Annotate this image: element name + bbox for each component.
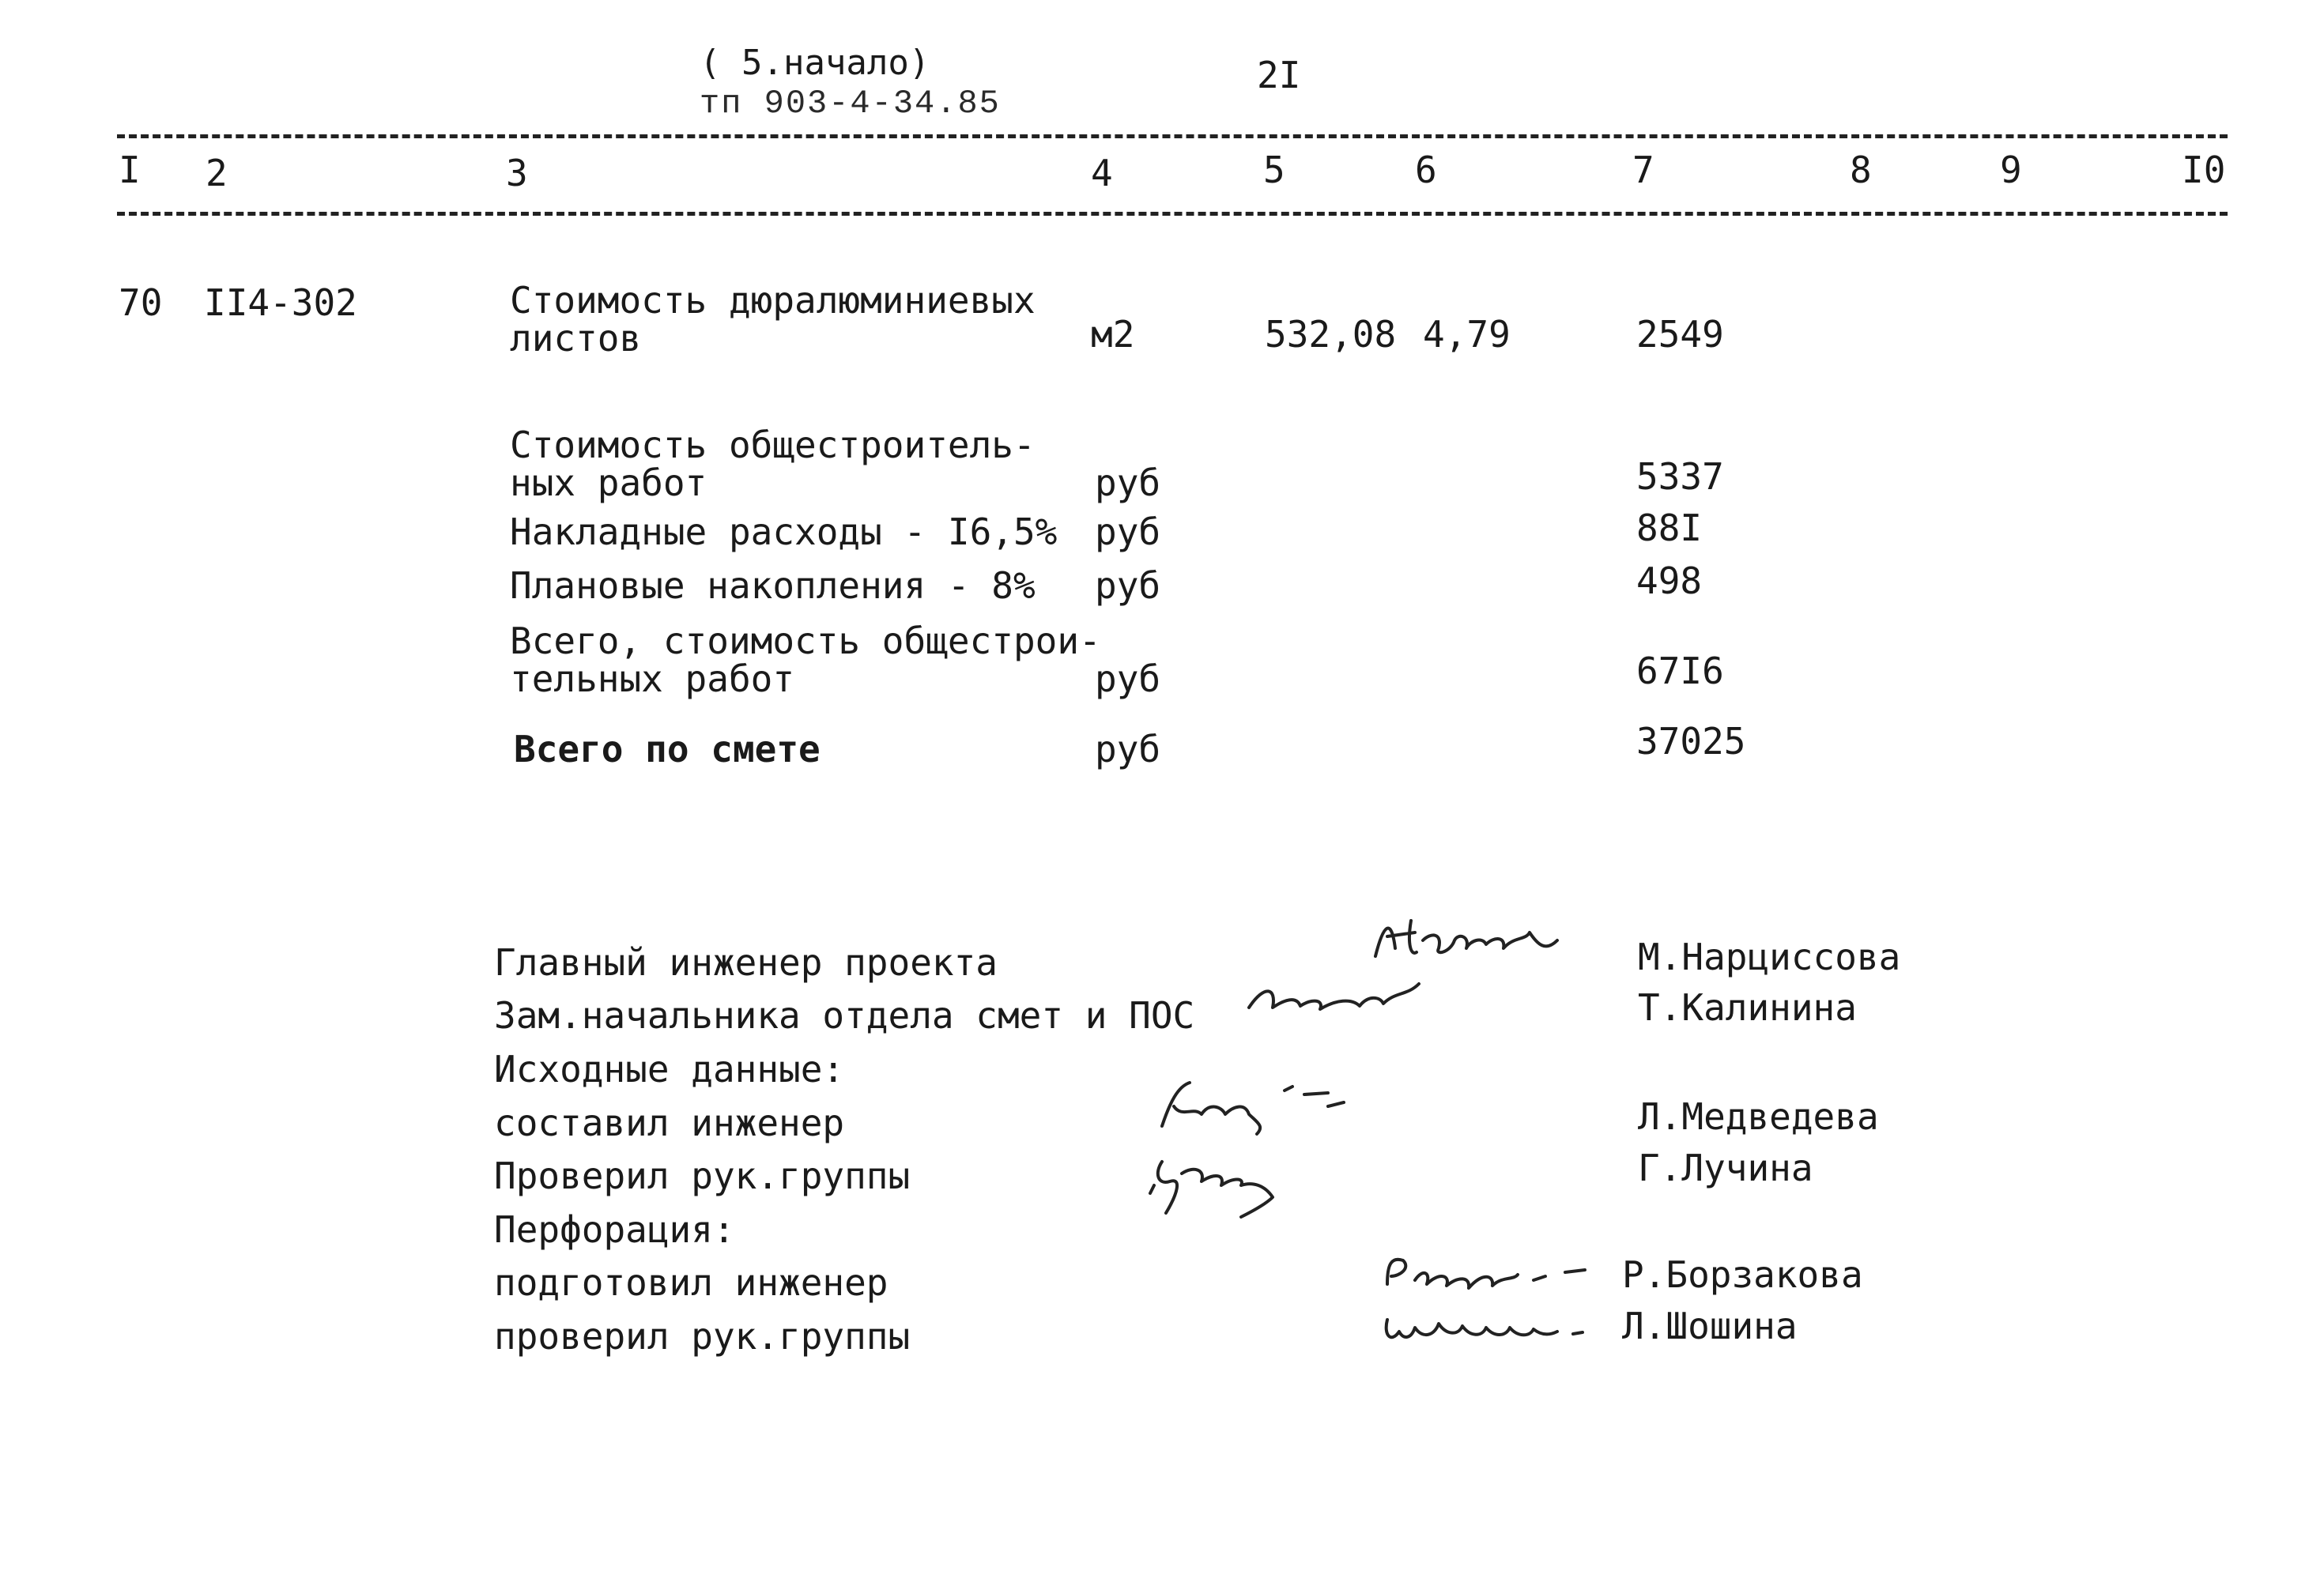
column-number: 2: [206, 152, 228, 194]
column-number: 6: [1415, 149, 1437, 191]
summary-unit: руб: [1095, 510, 1161, 553]
column-number: I0: [2182, 149, 2226, 191]
row-number: 70: [119, 281, 163, 324]
signer-role: Главный инженер проекта: [494, 941, 998, 984]
summary-label: Накладные расходы - I6,5%: [510, 510, 1058, 553]
handwritten-signature: [1375, 1296, 1613, 1351]
summary-unit: руб: [1095, 564, 1161, 607]
header-rule-bottom: [117, 212, 2228, 216]
handwritten-signature: [1368, 909, 1573, 980]
column-number: 5: [1263, 149, 1285, 191]
page-number: 2I: [1257, 54, 1301, 96]
column-number: 3: [506, 152, 528, 194]
signer-name: Т.Калинина: [1638, 986, 1857, 1029]
rate-code: II4-302: [204, 281, 357, 324]
column-number: I: [119, 149, 141, 191]
signer-name: М.Нарциссова: [1638, 936, 1901, 978]
handwritten-signature: [1138, 1138, 1344, 1225]
summary-label: Всего по смете: [514, 728, 821, 770]
summary-total: 5337: [1636, 455, 1724, 498]
row-quantity: 4,79: [1423, 313, 1511, 356]
row-unit: м2: [1091, 313, 1135, 356]
row-description: листов: [510, 317, 642, 360]
header-rule-top: [117, 134, 2228, 138]
column-number: 4: [1091, 152, 1113, 194]
summary-label: Плановые накопления - 8%: [510, 564, 1036, 607]
summary-unit: руб: [1095, 461, 1161, 504]
summary-label: ных работ: [510, 461, 707, 504]
signer-name: Г.Лучина: [1638, 1147, 1813, 1189]
handwritten-signature: [1375, 1245, 1613, 1300]
signer-role: Перфорация:: [494, 1208, 735, 1251]
summary-unit: руб: [1095, 728, 1161, 770]
signer-role: Исходные данные:: [494, 1048, 845, 1091]
column-number: 7: [1632, 149, 1654, 191]
row-description: Стоимость дюралюминиевых: [510, 279, 1036, 322]
summary-total: 67I6: [1636, 650, 1724, 692]
summary-unit: руб: [1095, 657, 1161, 700]
summary-total: 498: [1636, 559, 1703, 602]
signer-role: проверил рук.группы: [494, 1315, 911, 1358]
column-number: 9: [2000, 149, 2022, 191]
sheet-note: ( 5.начало): [700, 43, 930, 83]
summary-total: 37025: [1636, 720, 1746, 763]
signer-name: Л.Шошина: [1622, 1305, 1798, 1347]
summary-label: тельных работ: [510, 657, 795, 700]
handwritten-signature: [1146, 1071, 1375, 1142]
summary-label: Стоимость общестроитель-: [510, 424, 1036, 466]
signer-role: Проверил рук.группы: [494, 1155, 911, 1197]
summary-total: 88I: [1636, 507, 1703, 549]
row-total: 2549: [1636, 313, 1724, 356]
signer-role: Зам.начальника отдела смет и ПОС: [494, 994, 1195, 1037]
summary-label: Всего, стоимость общестрои-: [510, 620, 1101, 662]
signer-role: составил инженер: [494, 1102, 845, 1144]
signer-role: подготовил инженер: [494, 1261, 888, 1304]
project-code: тп 903-4-34.85: [700, 85, 1001, 122]
row-unit-price: 532,08: [1265, 313, 1397, 356]
signer-name: Р.Борзакова: [1622, 1253, 1863, 1296]
signer-name: Л.Медведева: [1638, 1095, 1879, 1138]
handwritten-signature: [1241, 976, 1431, 1023]
column-number: 8: [1850, 149, 1872, 191]
